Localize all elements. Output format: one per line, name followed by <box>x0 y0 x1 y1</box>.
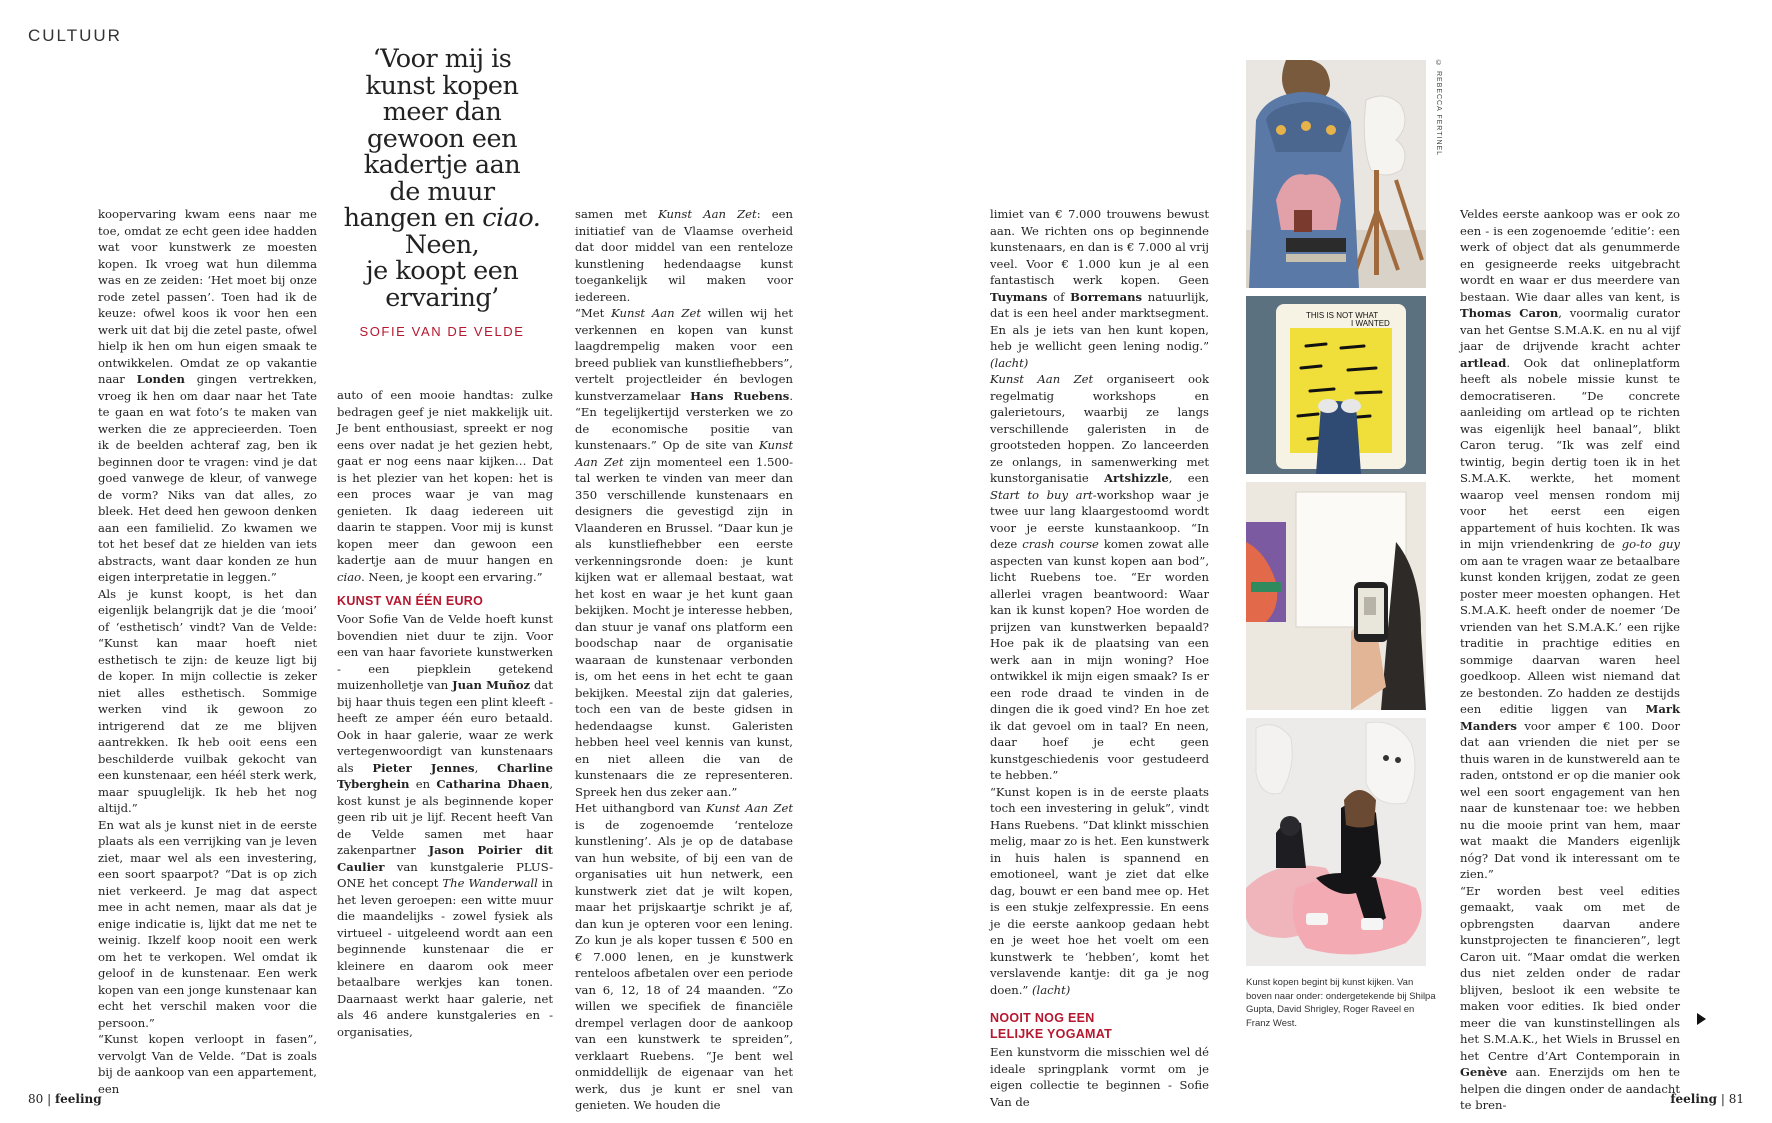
photo-franz-west <box>1246 718 1426 966</box>
folio-right: feeling | 81 <box>1670 1092 1744 1106</box>
pull-quote-italic: ciao. <box>482 203 541 233</box>
subhead-line: NOOIT NOG EEN <box>990 1011 1095 1025</box>
svg-text:I WANTED: I WANTED <box>1351 319 1390 328</box>
photo-credit: © REBECCA FERTINEL <box>1435 60 1442 157</box>
pull-quote-line: kunst kopen <box>365 70 519 101</box>
photo-shilpa-gupta <box>1246 60 1426 288</box>
pull-quote-line: meer dan <box>382 97 502 127</box>
pull-quote <box>336 46 548 311</box>
pull-quote-line: je koopt een <box>365 256 519 286</box>
article-column-5: Veldes eerste aankoop was er ook zo een - is een zogenoemde ‘editie’: een werk of object dat als genummerde en gesigneerde reeks uitgebracht wordt en waar er dus meerdere van bestaan. Wie daar alles van kent, is Thomas Caron, voormalig curator van het Gentse S.M.A.K. en nu al vijf jaar de drijvende kracht achter artlead. Ook dat onlineplatform heeft als nobele missie kunst te democratiseren. “De concrete aanleiding om artlead op te richten was eigenlijk heel banaal”, blikt Caron terug. “Ik was zelf eind twintig, begin dertig toen ik in het S.M.A.K. werkte, het moment waarop veel mensen rondom mij voor het eerst een eigen appartement of huis kochten. Ik was in mijn vriendenkring de go-to guy om aan te vragen waar ze betaalbare kunst konden krijgen, zodat ze geen poster meer moesten ophangen. Het S.M.A.K. heeft onder de noemer ‘De vrienden van het S.M.A.K.’ een rijke traditie in prachtige edities en sommige daarvan waren heel goedkoop. Alleen wist niemand dat ze bestonden. Zo hadden ze destijds een editie liggen van Mark Manders voor amper € 100. Door dat aan vrienden die niet per se thuis waren in de kunstwereld aan te raden, ontstond er op die manier ook wel een soort engagement van hen naar de kunstenaar toe: we hebben nu die mooie print van hem, maar wat maakt die Manders eigenlijk nóg? Dat vond ik interessant om te zien.” “Er worden best veel edities gemaakt, vaak om met de opbrengsten daarvan andere kunstprojecten te financieren”, legt Caron uit. “Maar omdat die werken dus niet zelden onder de radar blijven, besloot ik een website te maken voor edities. Ik bied onder meer die van kunstinstellingen als het S.M.A.K., het Wiels in Brussel en het Centre d’Art Contemporain in Genève aan. Enerzijds om hen te helpen die dingen onder de aandacht te bren- <box>1460 207 1680 1112</box>
magazine-name: feeling <box>1670 1092 1718 1106</box>
section-label: CULTUUR <box>28 26 122 45</box>
pull-quote-line: Neen, <box>404 229 480 260</box>
pull-quote-line: gewoon een <box>366 123 518 154</box>
photo-caption: Kunst kopen begint bij kunst kijken. Van boven naar onder: ondergetekende bij Shilpa Gupta, David Shrigley, Roger Raveel en Franz West. <box>1246 977 1436 1029</box>
subhead-yogamat <box>990 1010 1209 1042</box>
magazine-name: feeling <box>54 1092 102 1106</box>
continue-arrow-icon <box>1697 1013 1706 1025</box>
shrigley-text: THIS IS NOT WHAT <box>1306 311 1379 320</box>
pull-quote-line: de muur <box>389 176 495 207</box>
pull-quote-line: ervaring’ <box>385 282 499 313</box>
photo-david-shrigley <box>1246 296 1426 474</box>
article-column-4: limiet van € 7.000 trouwens bewust aan. We richten ons op beginnende kunstenaars, en dan is € 7.000 al vrij veel. Voor € 1.000 kun je al een fantastisch werk kopen. Geen Tuymans of Borremans natuurlijk, dat is een heel ander marktsegment. En als je iets van hen kunt kopen, heb je wellicht geen lening nodig.” (lacht) Kunst Aan Zet organiseert ook regelmatig workshops en galerietours, waarbij ze langs verschillende galeristen in de grootsteden hoppen. Zo lanceerden ze onlangs, in samenwerking met kunstorganisatie Artshizzle, een Start to buy art-workshop waar je twee uur lang klaargestoomd wordt voor je eerste kunstaankoop. “In deze crash course komen zowat alle aspecten van kunst kopen aan bod”, licht Ruebens toe. “Er worden allerlei vragen beantwoord: Waar kan ik kunst kopen? Hoe worden de prijzen van kunstwerken bepaald? Hoe pak ik de plaatsing van een werk aan in mijn woning? Hoe ontwikkel ik mijn eigen smaak? Is er een rode draad te vinden in de dingen die ik goed vind? En hoe zet ik dat gevoel om in taal? En neen, daar hoef je echt geen kunstgeschiedenis voor gestudeerd te hebben.” “Kunst kopen is in de eerste plaats toch een investering in geluk”, vindt Hans Ruebens. “Dat klinkt misschien melig, maar zo is het. Een kunstwerk in huis halen is spannend en emotioneel, want je ziet dat elke dag, bouwt er een band mee op. Het is een stukje zelfexpressie. En eens je die eerste aankoop gedaan hebt en je weet hoe het voelt om een kunstwerk te ‘hebben’, komt het verslavende kantje: dit ga je nog doen.” (lacht) NOOIT NOG EEN LELIJKE YOGAMAT Een kunstvorm die misschien wel dé ideale springplank vormt om je eigen collectie te beginnen - Sofie Van de <box>990 207 1210 1109</box>
subhead-line: LELIJKE YOGAMAT <box>990 1027 1113 1041</box>
article-column-1: koopervaring kwam eens naar me toe, omdat ze echt geen idee hadden wat voor kunstwerk ze moesten kopen. Ik vroeg wat hun dilemma was en ze zeiden: ‘Het moet bij onze rode zetel passen’. Toen had ik de keuze: ofwel koos ik voor hen een werk uit dat bij die zetel paste, ofwel hielp ik hen om hun eigen smaak te ontwikkelen. Omdat ze op vakantie naar Londen gingen vertrekken, vroeg ik hen om daar naar het Tate te gaan en wat foto’s te maken van werken die ze apprecieerden. Toen ik de beelden achteraf zag, ben ik beginnen door te vragen: vind je dat goed vanwege de kleur, of vanwege de vorm? Niks van dat alles, zo bleek. Het deed hen gewoon denken aan een familielid. Zo kwamen we tot het besef dat ze hielden van iets abstracts, want daar konden ze hun eigen interpretatie in leggen.” Als je kunst koopt, is het dan eigenlijk belangrijk dat je die ‘mooi’ of ‘esthetisch’ vindt? Van de Velde: “Kunst kan maar hoeft niet esthetisch te zijn: de keuze ligt bij de koper. In mijn collectie is zeker niet alles esthetisch. Sommige werken vind ik gewoon zo intrigerend dat ze me blijven aantrekken. Ik heb ooit eens een beschilderde vuilbak gekocht van een kunstenaar, een héél sterk werk, maar spuuglelijk. Ik heb het nog altijd.” En wat als je kunst niet in de eerste plaats als een verrijking van je leven ziet, maar wel als een investering, een soort spaarpot? “Dat is op zich niet verkeerd. Je mag dat aspect mee in acht nemen, maar als dat je enige indicatie is, lijkt dat me net te weinig. Ikzelf koop nooit een werk om het te verkopen. Wel omdat ik geloof in de kunstenaar. Een werk kopen van een jonge kunstenaar kan echt het verschil maken voor die persoon.” “Kunst kopen verloopt in fasen”, vervolgt Van de Velde. “Dat is zoals bij de aankoop van een appartement, een <box>98 207 317 1096</box>
pull-quote-line: ‘Voor mij is <box>372 44 512 74</box>
pull-quote-line: hangen en ciao. <box>343 203 541 233</box>
folio-left: 80 | feeling <box>28 1092 102 1106</box>
article-column-3: samen met Kunst Aan Zet: een initiatief van de Vlaamse overheid dat door middel van een renteloze kunstlening hedendaagse kunst toegankelijk wil maken voor iedereen. “Met Kunst Aan Zet willen wij het verkennen en kopen van kunst laagdrempelig maken voor een breed publiek van kunstliefhebbers”, vertelt projectleider én bevlogen kunstverzamelaar Hans Ruebens. “En tegelijkertijd versterken we zo de economische positie van kunstenaars.” Op de site van Kunst Aan Zet zijn momenteel een 1.500-tal werken te vinden van meer dan 350 verschillende kunstenaars en designers die gevestigd zijn in Vlaanderen en Brussel. “Daar kun je als kunstliefhebber een eerste verkenningsronde doen: je kunt kijken wat er allemaal bestaat, wat het kost en waar je het kunt gaan bekijken. Mocht je interesse hebben, dan stuur je vanaf ons platform een boodschap naar de organisatie waaraan de kunstenaar verbonden is, om het eens in het echt te gaan bekijken. Meestal zijn dat galeries, toch een van de beste gidsen in hedendaagse kunst. Galeristen hebben heel veel kennis van kunst, en niet alleen die van de kunstenaars die ze representeren. Spreek hen dus zeker aan.” Het uithangbord van Kunst Aan Zet is de zogenoemde ‘renteloze kunstlening’. Als je op de database van hun website, of bij een van de organisaties uit hun netwerk, een kunstwerk ziet dat je wilt kopen, maar het prijskaartje schrikt je af, dan kun je opteren voor een lening. Zo kun je als koper tussen € 500 en € 7.000 lenen, en je kunstwerk renteloos afbetalen over een periode van 6, 12, 18 of 24 maanden. “Zo willen we specifiek de financiële drempel verlagen door de aankoop van een kunstwerk te spreiden”, verklaart Ruebens. “Je bent wel onmiddellijk de eigenaar van het werk, dus je kunt er snel van genieten. We houden die <box>575 207 794 1112</box>
subhead-kunst-van-een-euro: KUNST VAN ÉÉN EURO <box>337 594 484 608</box>
article-column-2: auto of een mooie handtas: zulke bedragen geef je niet makkelijk uit. Je bent enthousiast, spreekt er nog eens over nadat je het gezien hebt, gaat er nog eens naar kijken… Dat is het plezier van het kopen: het is een proces waar je van mag genieten. Ik daag iedereen uit daarin te stappen. Voor mij is kunst kopen meer dan gewoon een kadertje aan de muur hangen en ciao. Neen, je koopt een ervaring.” KUNST VAN ÉÉN EURO Voor Sofie Van de Velde hoeft kunst bovendien niet duur te zijn. Voor een van haar favoriete kunstwerken - een piepklein getekend muizenholletje van Juan Muñoz dat bij haar thuis tegen een plint kleeft - heeft ze amper één euro betaald. Ook in haar galerie, waar ze werk vertegenwoordigt van kunstenaars als Pieter Jennes, Charline Tyberghein en Catharina Dhaen, kost kunst je als beginnende koper geen rib uit je lijf. Recent heeft Van de Velde samen met haar zakenpartner Jason Poirier dit Caulier van kunstgalerie PLUS-ONE het concept The Wanderwall in het leven geroepen: een witte muur die maandelijks - zowel fysiek als virtueel - uitgeleend wordt aan een beginnende kunstenaar die er kleinere en daarom ook meer betaalbare werkjes kan tonen. Daarnaast werkt haar galerie, net als 46 andere kunstgaleries en -organisaties, <box>337 388 554 1039</box>
pull-quote-author: SOFIE VAN DE VELDE <box>359 324 525 339</box>
pull-quote-line: kadertje aan <box>363 150 521 180</box>
photo-roger-raveel <box>1246 482 1426 710</box>
